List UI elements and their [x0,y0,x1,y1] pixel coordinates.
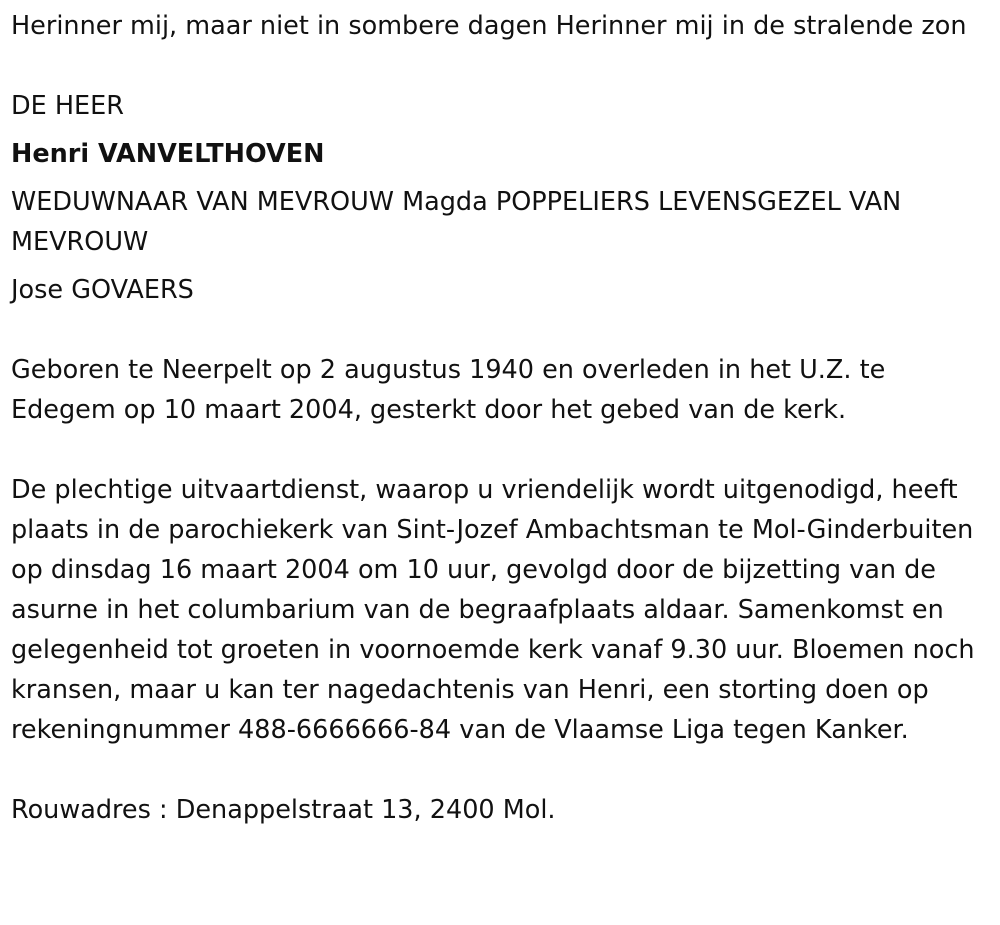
deceased-name: Henri VANVELTHOVEN [11,139,325,169]
title: DE HEER [11,91,124,121]
spacer [11,46,986,86]
death-notice [11,6,986,830]
partner-name: Jose GOVAERS [11,275,194,305]
verse: Herinner mij, maar niet in sombere dagen Herinner mij in de stralende zon [11,11,967,41]
mourning-address: Rouwadres : Denappelstraat 13, 2400 Mol. [11,795,556,825]
birth-death-paragraph: Geboren te Neerpelt op 2 augustus 1940 en overleden in het U.Z. te Edegem op 10 maart 2004, gesterkt door het gebed van de kerk. [11,355,886,425]
service-paragraph: De plechtige uitvaartdienst, waarop u vriendelijk wordt uitgenodigd, heeft plaats in de parochiekerk van Sint-Jozef Ambachtsman te Mol-Ginderbuiten op dinsdag 16 maart 2004 om 10 uur, gevolgd door de bijzetting van de asurne in het columbarium van de begraafplaats aldaar. Samenkomst en gelegenheid tot groeten in voornoemde kerk vanaf 9.30 uur. Bloemen noch kransen, maar u kan ter nagedachtenis van Henri, een storting doen op rekeningnummer 488-6666666-84 van de Vlaamse Liga tegen Kanker. [11,475,975,745]
spacer [11,430,986,470]
relation: WEDUWNAAR VAN MEVROUW Magda POPPELIERS LEVENSGEZEL VAN MEVROUW [11,187,902,257]
spacer [11,750,986,790]
spacer [11,310,986,350]
